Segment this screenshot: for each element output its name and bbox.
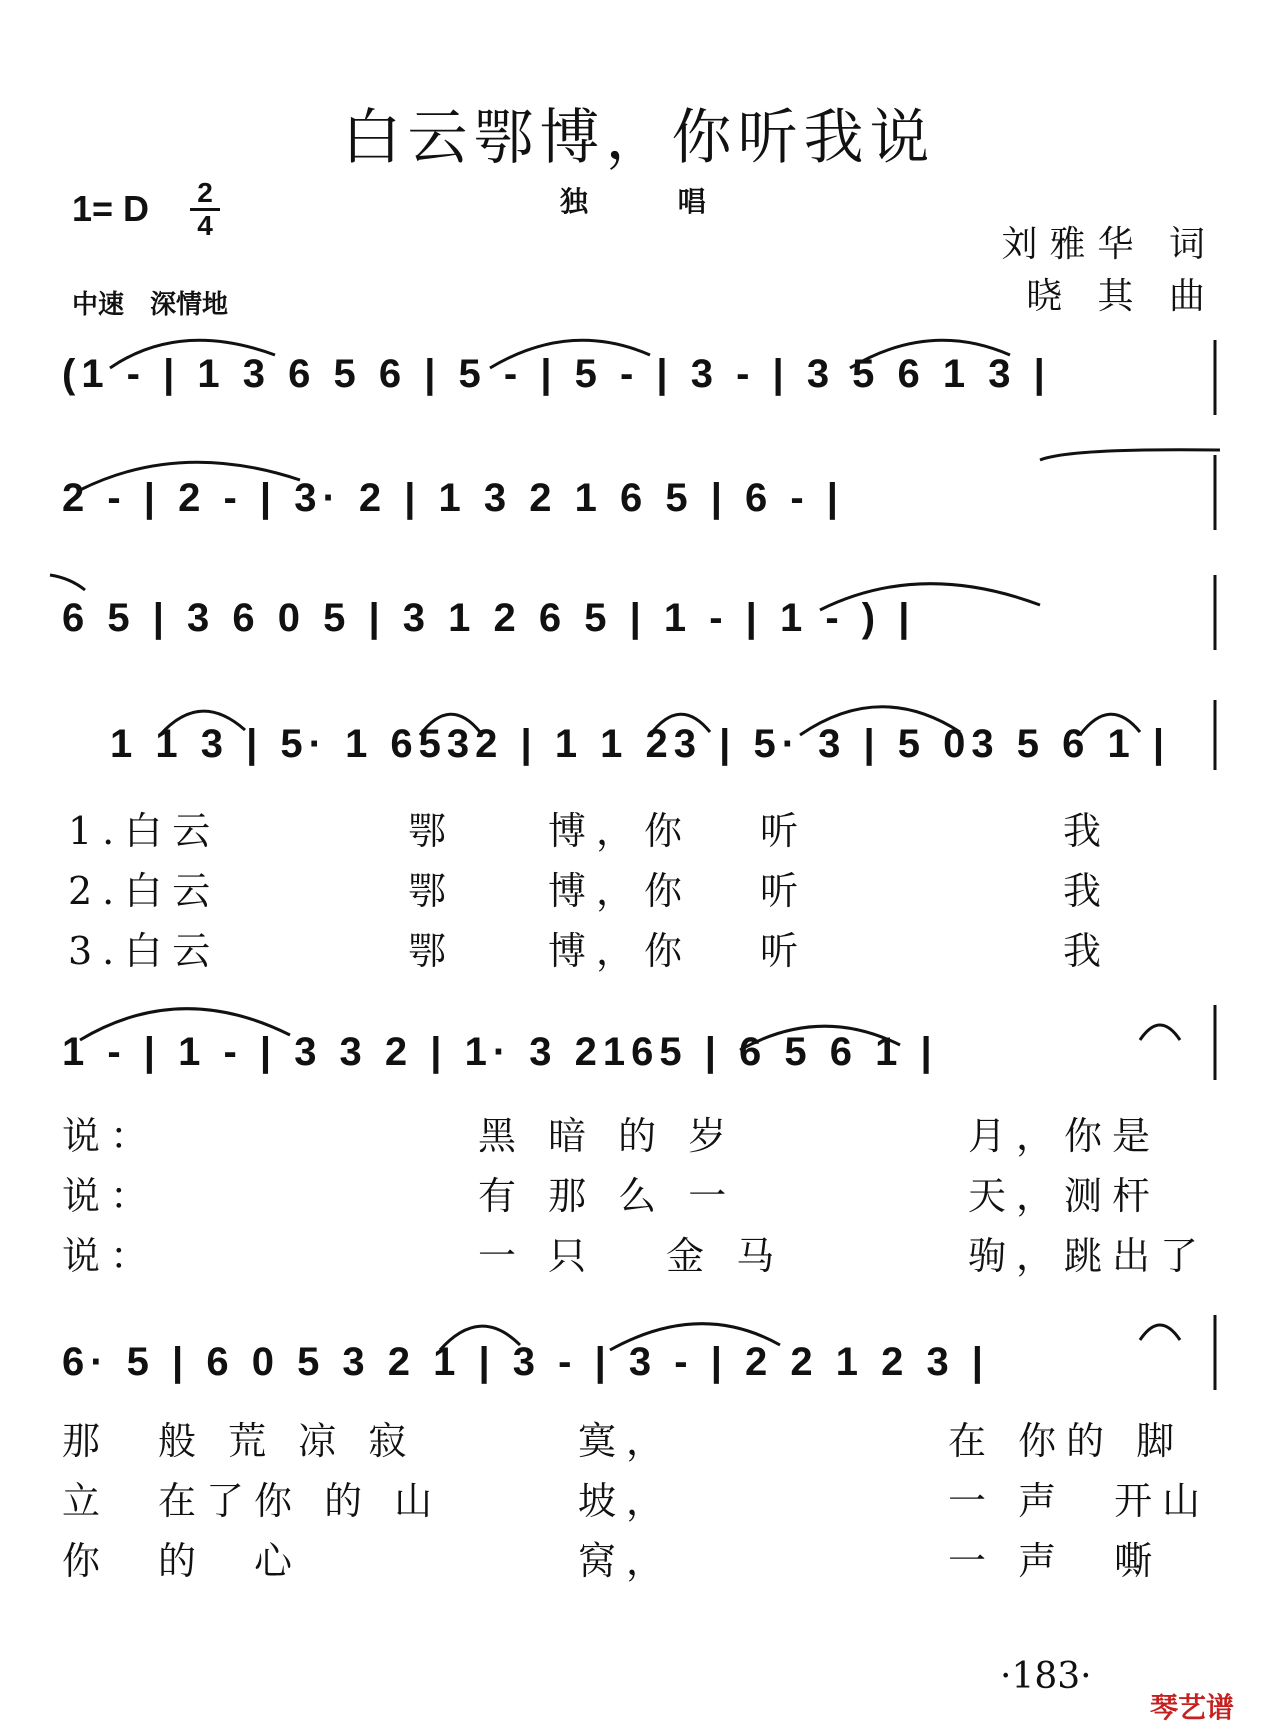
verse-number: 3.: [68, 929, 125, 973]
lyric-text: 鄂: [408, 929, 457, 973]
lyric-text: 天，测杆: [968, 1174, 1161, 1218]
verse-number: 1.: [68, 809, 125, 853]
composer-credit: 晓 其 曲: [1026, 276, 1217, 317]
lyric-text: 听: [760, 869, 809, 913]
lyric-text: 那 般 荒 凉 寂: [62, 1419, 417, 1463]
lyric-text: 说：: [62, 1114, 159, 1158]
lyric-text: 一 声 开山: [948, 1479, 1211, 1523]
lyric-text: 我: [1063, 809, 1112, 853]
key-signature: 1= D: [72, 188, 150, 229]
watermark-logo: 琴艺谱: [1150, 1691, 1235, 1724]
lyric-text: 鄂: [408, 869, 457, 913]
song-title: 白云鄂博，你听我说: [341, 103, 936, 173]
voice-type: 独 唱: [560, 185, 746, 218]
lyric-line: [68, 860, 220, 915]
lyric-text: 在 你的 脚: [948, 1419, 1185, 1463]
lyric-text: 一 声 嘶: [948, 1539, 1163, 1583]
page-number: ·183·: [1000, 1656, 1092, 1697]
lyric-text: 黑 暗 的 岁: [478, 1114, 737, 1158]
lyric-text: 博，你: [548, 869, 693, 913]
lyric-text: 驹，跳出了: [968, 1234, 1209, 1278]
lyric-text: 你 的 心: [62, 1539, 303, 1583]
lyric-text: 听: [760, 809, 809, 853]
lyric-text: 说：: [62, 1234, 159, 1278]
tempo-marking: 中速 深情地: [72, 290, 229, 320]
notation-system-1: (1 - | 1 3 6 5 6 | 5 - | 5 - | 3 - | 3 5 6 1 3 |: [62, 352, 1051, 396]
lyric-text: 我: [1063, 869, 1112, 913]
lyric-text: 鄂: [408, 809, 457, 853]
lyric-text: 听: [760, 929, 809, 973]
lyric-text: 立 在了你 的 山: [62, 1479, 443, 1523]
notation-system-4: 1 1 3 | 5· 1 6532 | 1 1 23 | 5· 3 | 5 03 5 6 1 |: [110, 722, 1171, 766]
lyric-text: 我: [1063, 929, 1112, 973]
meter-denominator: 4: [190, 208, 220, 241]
lyric-text: 白云: [124, 809, 221, 853]
notation-system-5: 1 - | 1 - | 3 3 2 | 1· 3 2165 | 6 5 6 1 |: [62, 1030, 938, 1074]
lyric-text: 寞，: [578, 1419, 675, 1463]
meter-numerator: 2: [197, 177, 213, 208]
lyric-text: 说：: [62, 1174, 159, 1218]
lyric-text: 月，你是: [968, 1114, 1161, 1158]
lyric-text: 白云: [124, 869, 221, 913]
lyric-text: 坡，: [578, 1479, 675, 1523]
lyric-text: 窝，: [578, 1539, 675, 1583]
lyric-line: [68, 920, 220, 975]
lyric-text: 白云: [124, 929, 221, 973]
notation-system-6: 6· 5 | 6 0 5 3 2 1 | 3 - | 3 - | 2 2 1 2 3 |: [62, 1340, 989, 1384]
verse-number: 2.: [68, 869, 125, 913]
lyric-text: 博，你: [548, 929, 693, 973]
lyric-line: [68, 800, 220, 855]
lyric-text: 一 只 金 马: [478, 1234, 785, 1278]
lyric-text: 有 那 么 一: [478, 1174, 737, 1218]
notation-system-3: 6 5 | 3 6 0 5 | 3 1 2 6 5 | 1 - | 1 - ) |: [62, 596, 916, 640]
lyric-text: 博，你: [548, 809, 693, 853]
notation-system-2: 2 - | 2 - | 3· 2 | 1 3 2 1 6 5 | 6 - |: [62, 476, 844, 520]
lyricist-credit: 刘雅华 词: [1001, 224, 1217, 265]
